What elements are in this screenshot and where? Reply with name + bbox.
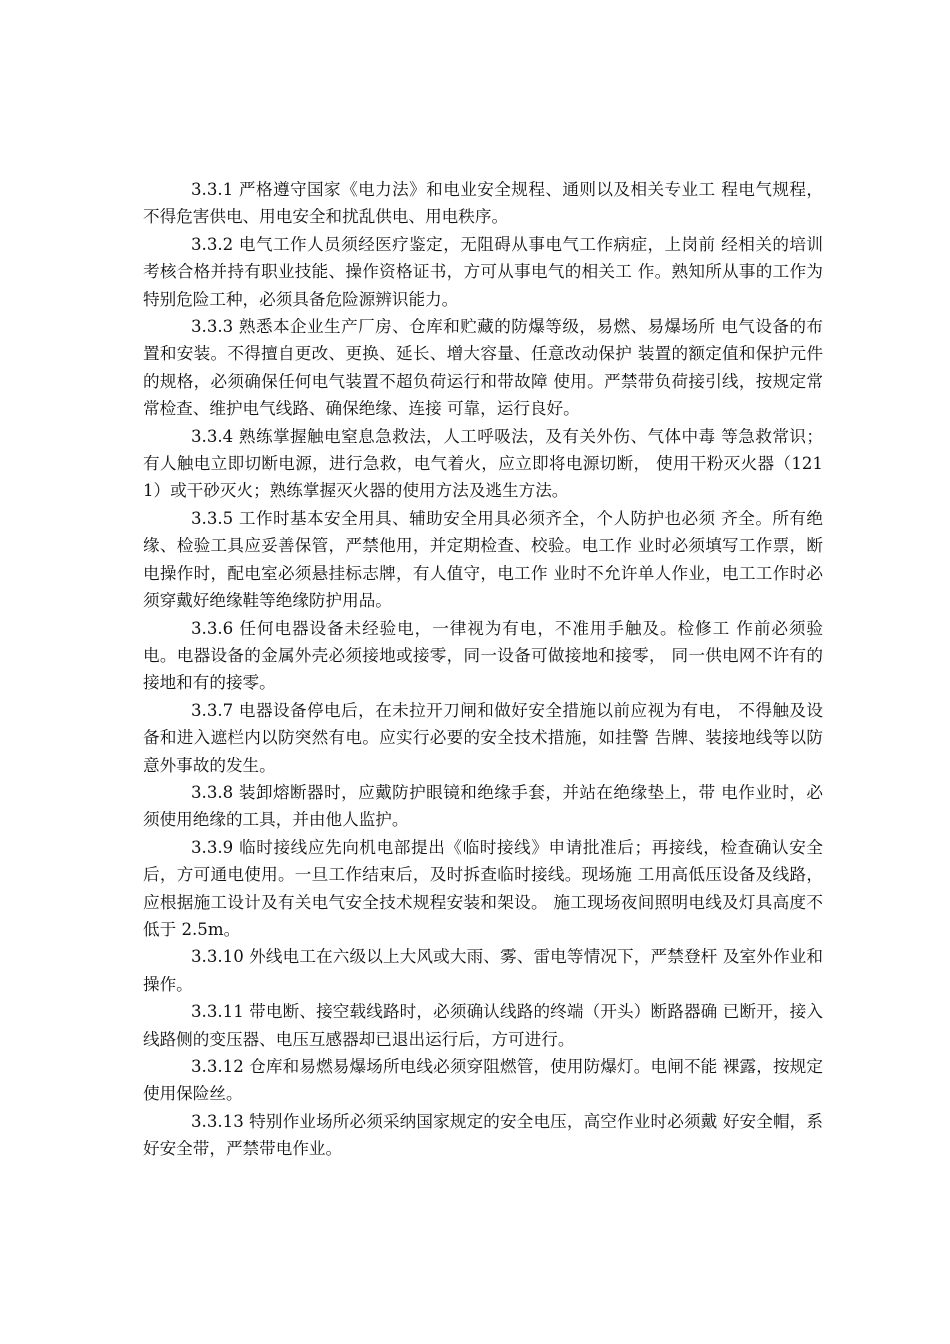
clause-3-3-10: 3.3.10 外线电工在六级以上大风或大雨、雾、雷电等情况下，严禁登杆 及室外作业和操作。	[143, 947, 823, 994]
clause-3-3-12: 3.3.12 仓库和易燃易爆场所电线必须穿阻燃管，使用防爆灯。电闸不能 裸露，按规定使用保险丝。	[143, 1057, 823, 1104]
document-body	[143, 176, 823, 1163]
clause-3-3-3: 3.3.3 熟悉本企业生产厂房、仓库和贮藏的防爆等级，易燃、易爆场所 电气设备的布置和安装。不得擅自更改、更换、延长、增大容量、任意改动保护 装置的额定值和保护元件的规格，必须确保任何电气装置不超负荷运行和带故障 使用。严禁带负荷接引线，按规定常常检查、维护电气线路、确保绝缘、连接 可靠，运行良好。	[143, 317, 823, 419]
clause-3-3-7: 3.3.7 电器设备停电后，在未拉开刀闸和做好安全措施以前应视为有电， 不得触及设备和进入遮栏内以防突然有电。应实行必要的安全技术措施，如挂警 告牌、装接地线等以防意外事故的发生。	[143, 700, 823, 775]
clause-3-3-5: 3.3.5 工作时基本安全用具、辅助安全用具必须齐全，个人防护也必须 齐全。所有绝缘、检验工具应妥善保管，严禁他用，并定期检查、校验。电工作 业时必须填写工作票，断电操作时，配电室必须悬挂标志牌，有人值守，电工作 业时不允许单人作业，电工工作时必须穿戴好绝缘鞋等绝缘防护用品。	[143, 508, 823, 611]
clause-3-3-2: 3.3.2 电气工作人员须经医疗鉴定，无阻碍从事电气工作病症，上岗前 经相关的培训考核合格并持有职业技能、操作资格证书，方可从事电气的相关工 作。熟知所从事的工作为特别危险工种，必须具备危险源辨识能力。	[143, 234, 823, 309]
clause-3-3-8: 3.3.8 装卸熔断器时，应戴防护眼镜和绝缘手套，并站在绝缘垫上，带 电作业时，必须使用绝缘的工具，并由他人监护。	[143, 782, 823, 830]
clause-3-3-9: 3.3.9 临时接线应先向机电部提出《临时接线》申请批准后；再接线，检查确认安全后，方可通电使用。一旦工作结束后，及时拆查临时接线。现场施 工用高低压设备及线路，应根据施工设计及有关电气安全技术规程安装和架设。 施工现场夜间照明电线及灯具高度不低于 2.5m。	[143, 837, 823, 939]
clause-3-3-6: 3.3.6 任何电器设备未经验电，一律视为有电，不准用手触及。检修工 作前必须验电。电器设备的金属外壳必须接地或接零，同一设备可做接地和接零， 同一供电网不许有的接地和有的接零。	[143, 618, 823, 693]
clause-3-3-11: 3.3.11 带电断、接空载线路时，必须确认线路的终端（开头）断路器确 已断开，接入线路侧的变压器、电压互感器却已退出运行后，方可进行。	[143, 1002, 823, 1049]
clause-3-3-1: 3.3.1 严格遵守国家《电力法》和电业安全规程、通则以及相关专业工 程电气规程，不得危害供电、用电安全和扰乱供电、用电秩序。	[143, 180, 823, 227]
clause-3-3-13: 3.3.13 特别作业场所必须采纳国家规定的安全电压，高空作业时必须戴 好安全帽，系好安全带，严禁带电作业。	[143, 1111, 823, 1159]
clause-3-3-4: 3.3.4 熟练掌握触电窒息急救法，人工呼吸法，及有关外伤、气体中毒 等急救常识；有人触电立即切断电源，进行急救，电气着火，应立即将电源切断， 使用干粉灭火器（1211）或干砂灭火；熟练掌握灭火器的使用方法及逃生方法。	[143, 426, 823, 501]
